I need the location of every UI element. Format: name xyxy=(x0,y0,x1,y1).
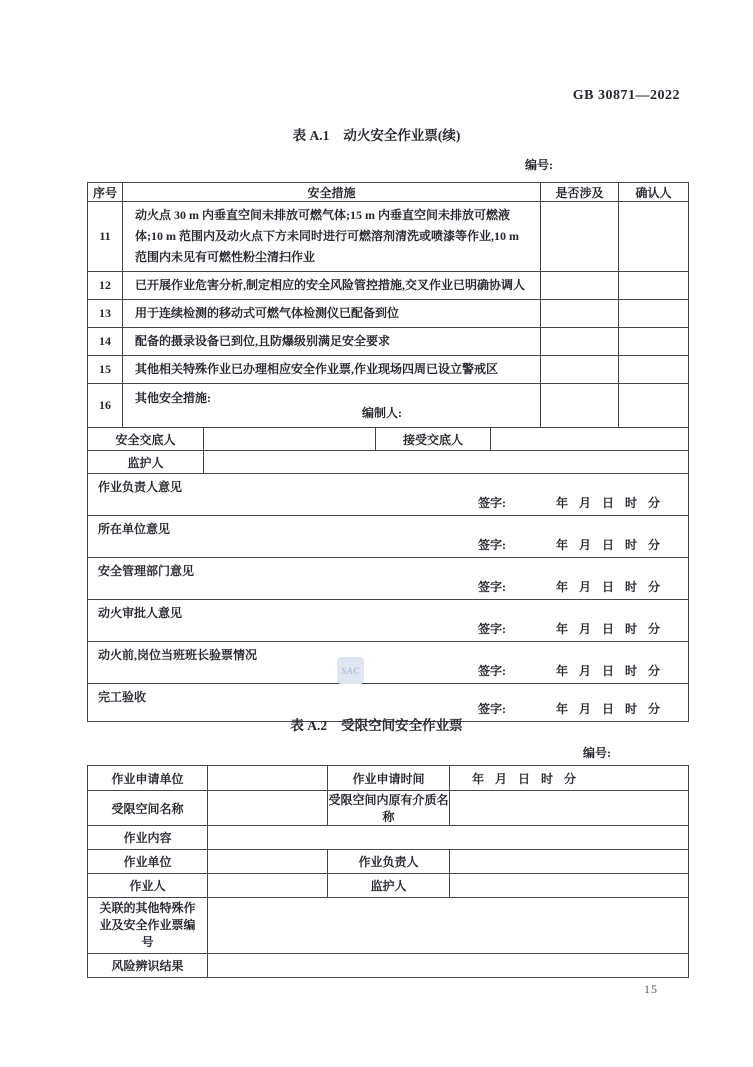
apply-unit-label: 作业申请单位 xyxy=(88,766,208,791)
measure-row-15 xyxy=(88,356,689,384)
table-a2-grid xyxy=(87,765,689,978)
opinion-label: 完工验收 xyxy=(98,690,147,704)
datetime-label: 年 月 日 时 分 xyxy=(555,664,660,678)
sign-label: 签字: xyxy=(478,702,506,716)
opinion-row-safety-dept xyxy=(88,558,689,600)
confirmer-cell xyxy=(619,384,689,428)
datetime-label: 年 月 日 时 分 xyxy=(555,538,660,552)
col-header-confirmer: 确认人 xyxy=(619,183,689,202)
measure-text: 用于连续检测的移动式可燃气体检测仪已配备到位 xyxy=(123,300,541,328)
a2-row-risk xyxy=(88,954,689,978)
briefing-giver-label: 安全交底人 xyxy=(88,428,204,451)
work-content-label: 作业内容 xyxy=(88,826,208,850)
opinion-row-leader xyxy=(88,474,689,516)
confirmer-cell xyxy=(619,202,689,272)
guardian-label: 监护人 xyxy=(88,451,204,474)
opinion-cell xyxy=(88,600,689,642)
measure-row-11 xyxy=(88,202,689,272)
involved-cell xyxy=(541,202,619,272)
page-number: 15 xyxy=(644,982,658,996)
opinion-cell xyxy=(88,516,689,558)
apply-time-datetime: 年 月 日 时 分 xyxy=(450,766,689,791)
col-header-measure: 安全措施 xyxy=(123,183,541,202)
opinion-row-ticket-check xyxy=(88,642,689,684)
measure-row-14 xyxy=(88,328,689,356)
work-leader-label: 作业负责人 xyxy=(328,850,450,874)
apply-time-label: 作业申请时间 xyxy=(328,766,450,791)
involved-cell xyxy=(541,300,619,328)
opinion-label: 安全管理部门意见 xyxy=(98,564,195,578)
table-a2-name: 受限空间安全作业票 xyxy=(341,718,463,733)
opinion-label: 动火前,岗位当班班长验票情况 xyxy=(98,648,258,662)
related-permits-value-cell xyxy=(208,898,689,954)
confirmer-cell xyxy=(619,356,689,384)
sign-label: 签字: xyxy=(478,538,506,552)
datetime-label: 年 月 日 时 分 xyxy=(555,580,660,594)
a2-guardian-label: 监护人 xyxy=(328,874,450,898)
a2-row-apply xyxy=(88,766,689,791)
preparer-label: 编制人: xyxy=(362,406,402,420)
a2-row-space xyxy=(88,791,689,826)
risk-result-value-cell xyxy=(208,954,689,978)
opinion-row-unit xyxy=(88,516,689,558)
sign-label: 签字: xyxy=(478,580,506,594)
opinion-label: 动火审批人意见 xyxy=(98,606,183,620)
briefing-receiver-value-cell xyxy=(491,428,689,451)
measure-row-12 xyxy=(88,272,689,300)
table-a1-serial-label: 编号: xyxy=(525,158,553,172)
table-a2-title xyxy=(0,714,753,734)
measure-no: 11 xyxy=(88,202,123,272)
measure-no: 16 xyxy=(88,384,123,428)
datetime-label: 年 月 日 时 分 xyxy=(555,622,660,636)
involved-cell xyxy=(541,328,619,356)
a2-row-worker xyxy=(88,874,689,898)
work-unit-label: 作业单位 xyxy=(88,850,208,874)
space-name-value-cell xyxy=(208,791,328,826)
measure-text: 配备的摄录设备已到位,且防爆级别满足安全要求 xyxy=(123,328,541,356)
standard-code: GB 30871—2022 xyxy=(572,88,680,103)
table-a1-name: 动火安全作业票(续) xyxy=(343,128,461,143)
measure-row-13 xyxy=(88,300,689,328)
sign-label: 签字: xyxy=(478,664,506,678)
measure-no: 15 xyxy=(88,356,123,384)
datetime-label: 年 月 日 时 分 xyxy=(555,496,660,510)
sign-label: 签字: xyxy=(478,622,506,636)
measure-text: 已开展作业危害分析,制定相应的安全风险管控措施,交叉作业已明确协调人 xyxy=(123,272,541,300)
work-content-value-cell xyxy=(208,826,689,850)
a2-guardian-value-cell xyxy=(450,874,689,898)
measure-no: 12 xyxy=(88,272,123,300)
confirmer-cell xyxy=(619,328,689,356)
opinion-label: 所在单位意见 xyxy=(98,522,171,536)
briefing-receiver-label: 接受交底人 xyxy=(376,428,491,451)
a2-row-related-permits xyxy=(88,898,689,954)
opinion-label: 作业负责人意见 xyxy=(98,480,183,494)
table-a1-number: 表 A.1 xyxy=(292,128,330,143)
table-a2-serial-label: 编号: xyxy=(583,746,611,760)
a2-row-content xyxy=(88,826,689,850)
apply-unit-value-cell xyxy=(208,766,328,791)
other-measures-label: 其他安全措施: xyxy=(135,391,211,405)
opinion-row-approver xyxy=(88,600,689,642)
other-measures-cell xyxy=(123,384,541,428)
risk-result-label: 风险辨识结果 xyxy=(88,954,208,978)
original-medium-label: 受限空间内原有介质名称 xyxy=(328,791,450,826)
work-leader-value-cell xyxy=(450,850,689,874)
table-a1-header-row xyxy=(88,183,689,202)
a2-row-unit xyxy=(88,850,689,874)
table-a2 xyxy=(87,765,689,978)
datetime-label: 年 月 日 时 分 xyxy=(555,702,660,716)
table-a1 xyxy=(87,182,689,722)
sac-watermark: SAC xyxy=(337,657,364,684)
opinion-cell xyxy=(88,474,689,516)
involved-cell xyxy=(541,272,619,300)
table-a1-briefing xyxy=(87,427,689,474)
briefing-row xyxy=(88,428,689,451)
confirmer-cell xyxy=(619,272,689,300)
worker-value-cell xyxy=(208,874,328,898)
worker-label: 作业人 xyxy=(88,874,208,898)
guardian-value-cell xyxy=(204,451,689,474)
measure-no: 13 xyxy=(88,300,123,328)
col-header-involved: 是否涉及 xyxy=(541,183,619,202)
measure-text: 动火点 30 m 内垂直空间未排放可燃气体;15 m 内垂直空间未排放可燃液体;10 m 范围内及动火点下方未同时进行可燃溶剂清洗或喷漆等作业,10 m 范围内未见有可燃性粉尘清扫作业 xyxy=(123,202,541,272)
related-permits-label: 关联的其他特殊作业及安全作业票编号 xyxy=(88,898,208,954)
original-medium-value-cell xyxy=(450,791,689,826)
table-a1-title xyxy=(0,124,753,144)
measure-no: 14 xyxy=(88,328,123,356)
measure-text: 其他相关特殊作业已办理相应安全作业票,作业现场四周已设立警戒区 xyxy=(123,356,541,384)
table-a1-signatures xyxy=(87,473,689,722)
table-a1-measures xyxy=(87,182,689,428)
measure-row-16 xyxy=(88,384,689,428)
table-a2-number: 表 A.2 xyxy=(290,718,328,733)
work-unit-value-cell xyxy=(208,850,328,874)
sign-label: 签字: xyxy=(478,496,506,510)
space-name-label: 受限空间名称 xyxy=(88,791,208,826)
col-header-seq: 序号 xyxy=(88,183,123,202)
confirmer-cell xyxy=(619,300,689,328)
briefing-giver-value-cell xyxy=(204,428,376,451)
involved-cell xyxy=(541,384,619,428)
opinion-cell xyxy=(88,642,689,684)
opinion-cell xyxy=(88,558,689,600)
involved-cell xyxy=(541,356,619,384)
guardian-row xyxy=(88,451,689,474)
